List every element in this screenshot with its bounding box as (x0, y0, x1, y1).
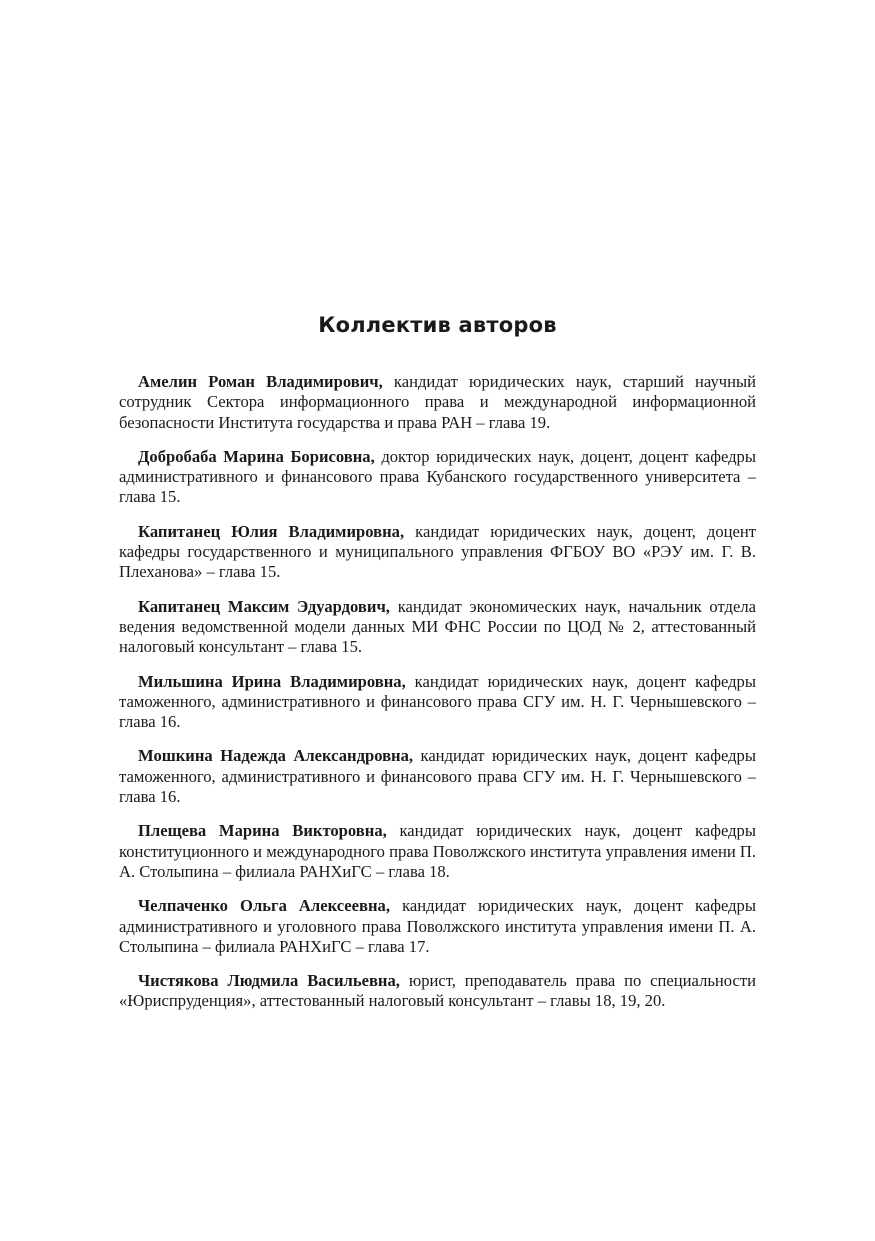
author-name: Капитанец Юлия Владимировна, (138, 521, 405, 541)
author-name: Челпаченко Ольга Алексеевна, (138, 896, 391, 916)
page-title: Коллектив авторов (318, 313, 557, 337)
author-name: Амелин Роман Владимирович, (138, 372, 383, 391)
author-entry (119, 821, 756, 882)
author-name: Мошкина Надежда Александровна, (138, 746, 414, 766)
author-name: Плещева Марина Викторовна, (138, 821, 387, 841)
author-name: Чистякова Людмила Васильевна, (138, 971, 400, 991)
author-entry (119, 672, 756, 733)
author-description: кандидат юридических наук, доцент кафедры конституционного и международного права Поволжского института управления имени П. А. Столыпина – филиала РАНХиГС – глава 18. (119, 821, 756, 881)
author-entry (119, 372, 756, 433)
author-name: Капитанец Максим Эдуардович, (138, 596, 390, 616)
author-entry (119, 597, 756, 658)
author-description: юрист, преподаватель права по специальности «Юриспруденция», аттестованный налоговый консультант – главы 18, 19, 20. (119, 971, 757, 1011)
author-entry (119, 971, 756, 1012)
author-name: Мильшина Ирина Владимировна, (138, 671, 406, 691)
author-description: кандидат юридических наук, доцент кафедры административного и уголовного права Поволжского института управления имени П. А. Столыпина – филиала РАНХиГС – глава 17. (119, 896, 756, 956)
author-description: кандидат юридических наук, доцент кафедры таможенного, административного и финансового права СГУ им. Н. Г. Чернышевского – глава 16. (119, 746, 756, 807)
author-description: кандидат юридических наук, доцент кафедры таможенного, административного и финансового права СГУ им. Н. Г. Чернышевского – глава 16. (119, 671, 756, 732)
author-entry (119, 746, 756, 807)
author-entry (119, 522, 756, 583)
authors-list (119, 372, 756, 1026)
author-entry (119, 896, 756, 957)
author-name: Добробаба Марина Борисовна, (138, 446, 375, 466)
author-description: кандидат юридических наук, доцент, доцент кафедры государственного и муниципального управления ФГБОУ ВО «РЭУ им. Г. В. Плеханова» – глава 15. (119, 521, 756, 582)
author-description: доктор юридических наук, доцент, доцент кафедры административного и финансового права Кубанского государственного университета – глава 15. (119, 446, 757, 507)
author-entry (119, 447, 756, 508)
author-description: кандидат экономических наук, начальник отдела ведения ведомственной модели данных МИ ФНС России по ЦОД № 2, аттестованный налоговый консультант – глава 15. (119, 596, 756, 657)
author-description: кандидат юридических наук, старший научный сотрудник Сектора информационного права и международной информационной безопасности Института государства и права РАН – глава 19. (119, 372, 757, 432)
